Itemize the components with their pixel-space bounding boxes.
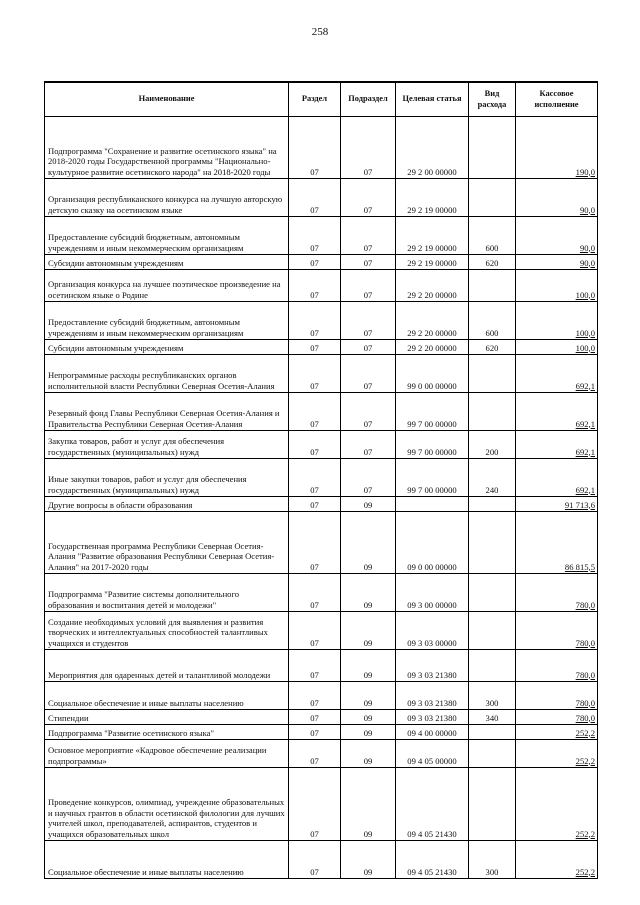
cell-podrazdel-text: 09 — [363, 599, 373, 610]
cell-kassovoe-text: 100,0 — [575, 342, 595, 353]
cell-podrazdel — [341, 841, 396, 879]
cell-kassovoe — [516, 355, 598, 393]
cell-celevaya-text: 29 2 20 00000 — [407, 289, 457, 300]
cell-kassovoe — [516, 255, 598, 270]
cell-podrazdel — [341, 574, 396, 612]
header-name: Наименование — [45, 82, 289, 117]
cell-vid — [469, 612, 516, 650]
cell-podrazdel-text: 09 — [363, 828, 373, 839]
cell-vid — [469, 302, 516, 340]
cell-razdel-text: 07 — [310, 289, 319, 300]
cell-razdel-text: 07 — [310, 418, 319, 429]
cell-name — [45, 682, 289, 710]
cell-razdel-text: 07 — [310, 599, 319, 610]
cell-celevaya — [396, 393, 469, 431]
cell-vid — [469, 710, 516, 725]
cell-name-text: Социальное обеспечение и иные выплаты населению — [48, 697, 244, 708]
table-row — [45, 255, 598, 270]
cell-name — [45, 512, 289, 574]
cell-vid-text: 340 — [485, 712, 499, 723]
cell-razdel — [289, 459, 341, 497]
cell-podrazdel-text: 09 — [363, 755, 373, 766]
table-body — [45, 117, 598, 879]
header-kassovoe: Кассовое исполнение — [516, 82, 598, 117]
table-row — [45, 768, 598, 841]
cell-kassovoe-text: 780,0 — [575, 697, 595, 708]
table-row — [45, 355, 598, 393]
cell-razdel-text: 07 — [310, 327, 319, 338]
cell-celevaya — [396, 117, 469, 179]
cell-kassovoe-text: 252,2 — [575, 828, 595, 839]
cell-podrazdel — [341, 302, 396, 340]
cell-celevaya-text: 09 4 00 00000 — [407, 727, 457, 738]
cell-vid-text: 300 — [485, 866, 499, 877]
cell-celevaya-text: 29 2 19 00000 — [407, 257, 457, 268]
cell-razdel-text: 07 — [310, 499, 319, 510]
cell-podrazdel — [341, 725, 396, 740]
cell-kassovoe-text: 90,0 — [579, 204, 595, 215]
cell-kassovoe — [516, 841, 598, 879]
table-row — [45, 431, 598, 459]
cell-kassovoe-text: 780,0 — [575, 599, 595, 610]
cell-name — [45, 768, 289, 841]
cell-name — [45, 217, 289, 255]
cell-podrazdel — [341, 255, 396, 270]
cell-vid — [469, 393, 516, 431]
page-number: 258 — [311, 26, 329, 38]
cell-name — [45, 740, 289, 768]
cell-name-text: Стипендии — [48, 712, 89, 723]
cell-name — [45, 355, 289, 393]
cell-podrazdel-text: 07 — [363, 446, 373, 457]
cell-celevaya — [396, 682, 469, 710]
header-celevaya: Целевая статья — [396, 82, 469, 117]
cell-kassovoe-text: 252,2 — [575, 755, 595, 766]
budget-table — [44, 81, 598, 879]
cell-kassovoe — [516, 459, 598, 497]
cell-kassovoe-text: 252,2 — [575, 866, 595, 877]
cell-podrazdel — [341, 431, 396, 459]
cell-podrazdel — [341, 217, 396, 255]
cell-celevaya-text: 09 0 00 00000 — [407, 561, 457, 572]
cell-celevaya — [396, 217, 469, 255]
cell-name-text: Предоставление субсидий бюджетным, автономным учреждениям и иным некоммерческим организациям — [48, 232, 244, 253]
cell-podrazdel-text: 07 — [363, 289, 373, 300]
cell-vid — [469, 740, 516, 768]
cell-razdel-text: 07 — [310, 484, 319, 495]
cell-name — [45, 459, 289, 497]
cell-name-text: Другие вопросы в области образования — [48, 499, 193, 510]
cell-razdel — [289, 393, 341, 431]
cell-kassovoe — [516, 497, 598, 512]
cell-celevaya-text: 29 2 20 00000 — [407, 342, 457, 353]
cell-vid — [469, 340, 516, 355]
cell-vid-text: 620 — [485, 342, 499, 353]
cell-razdel — [289, 179, 341, 217]
cell-celevaya — [396, 512, 469, 574]
cell-kassovoe — [516, 740, 598, 768]
cell-razdel-text: 07 — [310, 204, 319, 215]
cell-podrazdel — [341, 393, 396, 431]
cell-celevaya-text: 09 3 03 21380 — [407, 697, 457, 708]
cell-celevaya — [396, 612, 469, 650]
cell-kassovoe — [516, 574, 598, 612]
cell-podrazdel-text: 09 — [363, 866, 373, 877]
cell-vid — [469, 459, 516, 497]
cell-kassovoe — [516, 340, 598, 355]
cell-podrazdel — [341, 270, 396, 302]
cell-razdel — [289, 768, 341, 841]
table-row — [45, 340, 598, 355]
cell-kassovoe-text: 692,1 — [575, 380, 595, 391]
cell-razdel-text: 07 — [310, 669, 319, 680]
cell-celevaya — [396, 768, 469, 841]
cell-razdel — [289, 682, 341, 710]
cell-podrazdel — [341, 355, 396, 393]
cell-razdel-text: 07 — [310, 828, 319, 839]
cell-celevaya — [396, 710, 469, 725]
cell-vid — [469, 725, 516, 740]
cell-vid — [469, 179, 516, 217]
cell-podrazdel-text: 09 — [363, 712, 373, 723]
cell-kassovoe-text: 90,0 — [579, 257, 595, 268]
cell-celevaya — [396, 740, 469, 768]
cell-podrazdel-text: 07 — [363, 242, 373, 253]
table-row — [45, 217, 598, 255]
cell-podrazdel-text: 09 — [363, 727, 373, 738]
cell-celevaya — [396, 255, 469, 270]
cell-podrazdel-text: 09 — [363, 697, 373, 708]
cell-kassovoe-text: 252,2 — [575, 727, 595, 738]
cell-vid-text: 600 — [485, 242, 499, 253]
cell-razdel-text: 07 — [310, 257, 319, 268]
cell-name-text: Мероприятия для одаренных детей и талантливой молодежи — [48, 669, 271, 680]
cell-name — [45, 841, 289, 879]
cell-name — [45, 302, 289, 340]
cell-kassovoe-text: 190,0 — [575, 166, 595, 177]
cell-razdel-text: 07 — [310, 380, 319, 391]
cell-celevaya — [396, 497, 469, 512]
cell-name-text: Субсидии автономным учреждениям — [48, 257, 184, 268]
cell-podrazdel-text: 09 — [363, 637, 373, 648]
table-row — [45, 117, 598, 179]
cell-celevaya — [396, 650, 469, 682]
table-row — [45, 512, 598, 574]
cell-kassovoe-text: 692,1 — [575, 446, 595, 457]
cell-razdel — [289, 612, 341, 650]
cell-name — [45, 340, 289, 355]
cell-vid — [469, 512, 516, 574]
cell-name-text: Организация конкурса на лучшее поэтическое произведение на осетинском языке о Родине — [48, 279, 281, 300]
cell-razdel — [289, 497, 341, 512]
cell-celevaya-text: 09 4 05 21430 — [407, 866, 457, 877]
cell-razdel-text: 07 — [310, 755, 319, 766]
cell-celevaya-text: 09 4 05 00000 — [407, 755, 457, 766]
cell-vid — [469, 217, 516, 255]
cell-kassovoe-text: 780,0 — [575, 712, 595, 723]
cell-kassovoe-text: 692,1 — [575, 484, 595, 495]
cell-vid-text: 300 — [485, 697, 499, 708]
cell-celevaya-text: 99 7 00 00000 — [407, 446, 457, 457]
cell-name-text: Иные закупки товаров, работ и услуг для обеспечения государственных (муниципальных) нужд — [48, 474, 247, 495]
cell-podrazdel-text: 07 — [363, 257, 373, 268]
cell-name — [45, 270, 289, 302]
cell-name — [45, 393, 289, 431]
cell-podrazdel-text: 09 — [363, 669, 373, 680]
cell-razdel — [289, 725, 341, 740]
cell-name-text: Резервный фонд Главы Республики Северная Осетия-Алания и Правительства Республики Северная Осетия-Алания — [48, 408, 280, 429]
cell-podrazdel-text: 09 — [363, 561, 373, 572]
cell-podrazdel — [341, 497, 396, 512]
table-header — [45, 82, 598, 117]
table-row — [45, 710, 598, 725]
cell-razdel-text: 07 — [310, 712, 319, 723]
cell-razdel-text: 07 — [310, 727, 319, 738]
cell-razdel-text: 07 — [310, 697, 319, 708]
cell-vid — [469, 682, 516, 710]
cell-razdel — [289, 217, 341, 255]
cell-vid — [469, 255, 516, 270]
cell-razdel-text: 07 — [310, 242, 319, 253]
cell-podrazdel — [341, 682, 396, 710]
cell-celevaya — [396, 431, 469, 459]
cell-vid-text: 240 — [485, 484, 499, 495]
cell-kassovoe-text: 90,0 — [579, 242, 595, 253]
cell-celevaya-text: 09 3 03 00000 — [407, 637, 457, 648]
cell-kassovoe-text: 780,0 — [575, 669, 595, 680]
cell-razdel — [289, 841, 341, 879]
cell-celevaya — [396, 725, 469, 740]
cell-name — [45, 431, 289, 459]
cell-celevaya — [396, 179, 469, 217]
cell-name — [45, 117, 289, 179]
cell-podrazdel-text: 09 — [363, 499, 373, 510]
cell-vid — [469, 355, 516, 393]
cell-kassovoe — [516, 302, 598, 340]
cell-name-text: Предоставление субсидий бюджетным, автономным учреждениям и иным некоммерческим организациям — [48, 317, 244, 338]
cell-name-text: Субсидии автономным учреждениям — [48, 342, 184, 353]
cell-celevaya — [396, 340, 469, 355]
table-row — [45, 270, 598, 302]
cell-razdel — [289, 270, 341, 302]
cell-podrazdel-text: 07 — [363, 204, 373, 215]
table-row — [45, 725, 598, 740]
cell-name — [45, 574, 289, 612]
table-row — [45, 179, 598, 217]
cell-kassovoe — [516, 393, 598, 431]
cell-podrazdel — [341, 612, 396, 650]
cell-name — [45, 650, 289, 682]
cell-celevaya — [396, 270, 469, 302]
cell-vid — [469, 270, 516, 302]
cell-celevaya-text: 29 2 00 00000 — [407, 166, 457, 177]
cell-razdel — [289, 512, 341, 574]
cell-name-text: Подпрограмма "Развитие системы дополнительного образования и воспитания детей и молодежи" — [48, 589, 240, 610]
cell-kassovoe-text: 91 713,6 — [564, 499, 595, 510]
cell-kassovoe — [516, 725, 598, 740]
cell-celevaya-text: 29 2 19 00000 — [407, 204, 457, 215]
header-vid: Вид расхода — [469, 82, 516, 117]
cell-podrazdel — [341, 179, 396, 217]
cell-kassovoe — [516, 217, 598, 255]
table-row — [45, 497, 598, 512]
cell-kassovoe — [516, 179, 598, 217]
cell-kassovoe — [516, 612, 598, 650]
cell-name-text: Проведение конкурсов, олимпиад, учреждение образовательных и научных грантов в области осетинской филологии для лучших учителей школ, преподавателей, аспирантов, студентов и учащихся образовательных школ — [48, 797, 285, 839]
cell-vid-text: 200 — [485, 446, 499, 457]
cell-kassovoe-text: 100,0 — [575, 327, 595, 338]
cell-vid-text: 620 — [485, 257, 499, 268]
cell-celevaya-text: 09 3 03 21380 — [407, 669, 457, 680]
cell-celevaya — [396, 841, 469, 879]
cell-celevaya — [396, 574, 469, 612]
cell-vid — [469, 497, 516, 512]
cell-name-text: Подпрограмма "Развитие осетинского языка" — [48, 727, 214, 738]
cell-kassovoe-text: 692,1 — [575, 418, 595, 429]
cell-razdel-text: 07 — [310, 342, 319, 353]
cell-podrazdel — [341, 740, 396, 768]
cell-razdel — [289, 255, 341, 270]
cell-kassovoe — [516, 682, 598, 710]
cell-podrazdel-text: 07 — [363, 327, 373, 338]
cell-razdel-text: 07 — [310, 637, 319, 648]
cell-name-text: Государственная программа Республики Северная Осетия-Алания "Развитие образования Республики Северная Осетия-Алания" на 2017-2020 годы — [48, 540, 275, 572]
cell-razdel — [289, 340, 341, 355]
table-row — [45, 650, 598, 682]
cell-celevaya — [396, 302, 469, 340]
cell-name-text: Закупка товаров, работ и услуг для обеспечения государственных (муниципальных) нужд — [48, 436, 225, 457]
cell-name — [45, 612, 289, 650]
cell-kassovoe — [516, 710, 598, 725]
table-row — [45, 682, 598, 710]
cell-celevaya-text: 29 2 20 00000 — [407, 327, 457, 338]
table-row — [45, 612, 598, 650]
cell-name-text: Основное мероприятие «Кадровое обеспечение реализации подпрограммы» — [48, 745, 267, 766]
cell-celevaya-text: 09 4 05 21430 — [407, 828, 457, 839]
cell-razdel-text: 07 — [310, 446, 319, 457]
cell-vid — [469, 650, 516, 682]
cell-razdel-text: 07 — [310, 561, 319, 572]
cell-kassovoe — [516, 512, 598, 574]
cell-podrazdel-text: 07 — [363, 342, 373, 353]
table-row — [45, 393, 598, 431]
cell-name — [45, 725, 289, 740]
header-podrazdel: Подраздел — [341, 82, 396, 117]
table-row — [45, 574, 598, 612]
cell-kassovoe-text: 780,0 — [575, 637, 595, 648]
cell-razdel-text: 07 — [310, 166, 319, 177]
cell-razdel — [289, 302, 341, 340]
cell-podrazdel — [341, 459, 396, 497]
cell-celevaya — [396, 355, 469, 393]
cell-razdel — [289, 574, 341, 612]
cell-podrazdel — [341, 340, 396, 355]
cell-kassovoe — [516, 117, 598, 179]
cell-vid-text: 600 — [485, 327, 499, 338]
cell-vid — [469, 117, 516, 179]
cell-vid — [469, 431, 516, 459]
cell-name — [45, 497, 289, 512]
cell-kassovoe — [516, 431, 598, 459]
cell-podrazdel-text: 07 — [363, 418, 373, 429]
cell-celevaya-text: 99 0 00 00000 — [407, 380, 457, 391]
cell-podrazdel — [341, 768, 396, 841]
cell-name — [45, 255, 289, 270]
cell-name-text: Непрограммные расходы республиканских органов исполнительной власти Республики Северная Осетия-Алания — [48, 370, 275, 391]
cell-celevaya-text: 99 7 00 00000 — [407, 484, 457, 495]
cell-razdel — [289, 431, 341, 459]
table-row — [45, 302, 598, 340]
cell-kassovoe-text: 86 815,5 — [564, 561, 595, 572]
cell-celevaya-text: 09 3 00 00000 — [407, 599, 457, 610]
cell-kassovoe — [516, 768, 598, 841]
cell-celevaya-text: 29 2 19 00000 — [407, 242, 457, 253]
table-row — [45, 740, 598, 768]
table-row — [45, 841, 598, 879]
cell-name-text: Социальное обеспечение и иные выплаты населению — [48, 866, 244, 877]
cell-name — [45, 179, 289, 217]
cell-podrazdel-text: 07 — [363, 166, 373, 177]
cell-name — [45, 710, 289, 725]
cell-podrazdel — [341, 117, 396, 179]
cell-vid — [469, 841, 516, 879]
cell-podrazdel — [341, 710, 396, 725]
cell-celevaya-text: 99 7 00 00000 — [407, 418, 457, 429]
cell-celevaya — [396, 459, 469, 497]
table-row — [45, 459, 598, 497]
cell-kassovoe — [516, 650, 598, 682]
cell-razdel — [289, 710, 341, 725]
cell-vid — [469, 574, 516, 612]
cell-razdel — [289, 650, 341, 682]
cell-name-text: Создание необходимых условий для выявления и развития творческих и интеллектуальных способностей талантливых учащихся и студентов — [48, 616, 268, 648]
cell-podrazdel — [341, 650, 396, 682]
cell-razdel — [289, 740, 341, 768]
cell-kassovoe — [516, 270, 598, 302]
cell-podrazdel-text: 07 — [363, 484, 373, 495]
cell-celevaya-text: 09 3 03 21380 — [407, 712, 457, 723]
cell-podrazdel — [341, 512, 396, 574]
cell-razdel — [289, 355, 341, 393]
cell-razdel-text: 07 — [310, 866, 319, 877]
cell-vid — [469, 768, 516, 841]
header-razdel: Раздел — [289, 82, 341, 117]
cell-podrazdel-text: 07 — [363, 380, 373, 391]
cell-name-text: Организация республиканского конкурса на лучшую авторскую детскую сказку на осетинском языке — [48, 194, 283, 215]
cell-name-text: Подпрограмма "Сохранение и развитие осетинского языка" на 2018-2020 годы Государственной программы "Национально-культурное развитие осетинского народа" на 2018-2020 годы — [48, 145, 277, 177]
cell-kassovoe-text: 100,0 — [575, 289, 595, 300]
cell-razdel — [289, 117, 341, 179]
